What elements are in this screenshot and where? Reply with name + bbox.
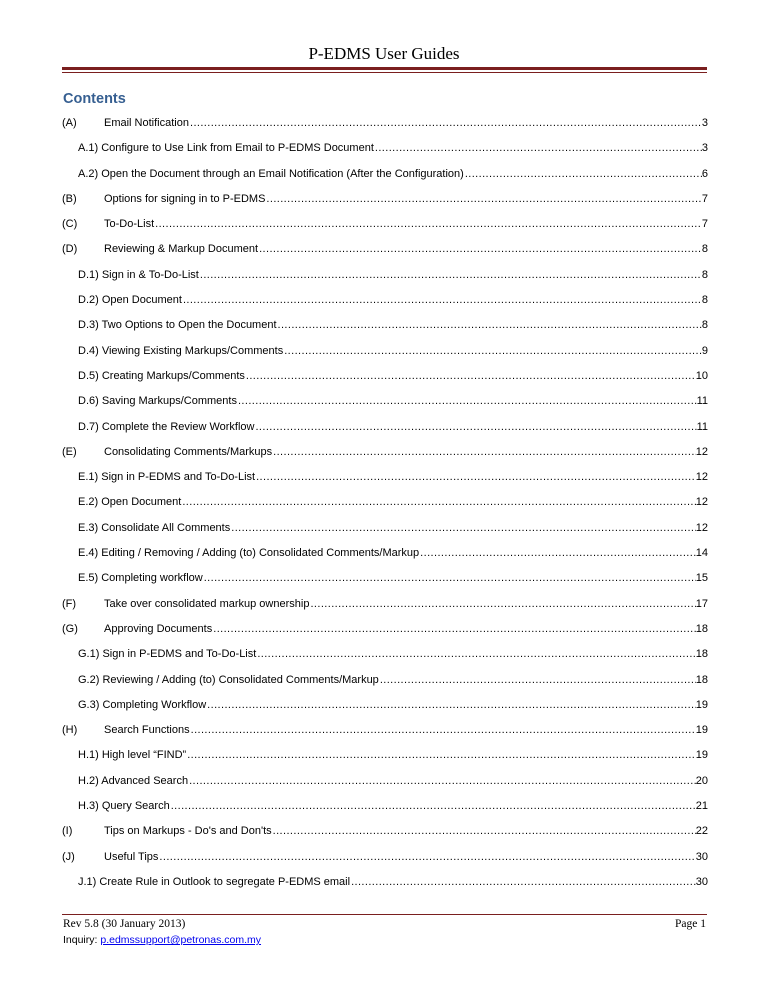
toc-entry[interactable] bbox=[62, 845, 708, 870]
footer-page-number: Page 1 bbox=[675, 918, 706, 930]
toc-entry[interactable] bbox=[62, 743, 708, 768]
toc-entry-page-number: 12 bbox=[695, 445, 708, 458]
toc-entry[interactable] bbox=[62, 490, 708, 515]
footer-inquiry-label: Inquiry: bbox=[63, 934, 101, 946]
toc-dot-leader bbox=[171, 794, 696, 819]
toc-entry-label: D.1) Sign in & To-Do-List bbox=[78, 268, 199, 281]
toc-dot-leader bbox=[380, 668, 696, 693]
toc-entry[interactable] bbox=[62, 617, 708, 642]
toc-entry[interactable] bbox=[62, 465, 708, 490]
toc-entry[interactable] bbox=[62, 136, 708, 161]
toc-entry-page-number: 9 bbox=[701, 344, 708, 357]
toc-entry-page-number: 20 bbox=[695, 774, 708, 787]
page-header-title: P-EDMS User Guides bbox=[308, 44, 460, 63]
toc-dot-leader bbox=[246, 364, 696, 389]
toc-entry-label: E.4) Editing / Removing / Adding (to) Consolidated Comments/Markup bbox=[78, 547, 420, 560]
toc-entry-page-number: 18 bbox=[695, 673, 708, 686]
toc-dot-leader bbox=[183, 288, 702, 313]
toc-entry-label: E.3) Consolidate All Comments bbox=[78, 521, 231, 534]
contents-heading: Contents bbox=[63, 91, 126, 107]
toc-entry-page-number: 7 bbox=[701, 192, 708, 205]
toc-dot-leader bbox=[273, 819, 696, 844]
header-rule-thin bbox=[62, 72, 707, 73]
toc-entry-page-number: 11 bbox=[696, 395, 708, 408]
toc-entry[interactable] bbox=[62, 541, 708, 566]
toc-entry-page-number: 8 bbox=[701, 243, 708, 256]
toc-entry-page-number: 19 bbox=[695, 698, 708, 711]
toc-dot-leader bbox=[273, 440, 696, 465]
toc-entry-label: Tips on Markups - Do's and Don'ts bbox=[104, 825, 272, 838]
toc-entry-marker: (H) bbox=[62, 724, 78, 737]
toc-entry[interactable] bbox=[62, 263, 708, 288]
toc-entry[interactable] bbox=[62, 592, 708, 617]
toc-entry-page-number: 15 bbox=[695, 572, 708, 585]
toc-entry[interactable] bbox=[62, 187, 708, 212]
toc-entry-page-number: 30 bbox=[695, 875, 708, 888]
toc-entry-page-number: 8 bbox=[701, 268, 708, 281]
toc-entry-label: D.3) Two Options to Open the Document bbox=[78, 319, 277, 332]
toc-entry-page-number: 17 bbox=[695, 597, 708, 610]
toc-entry[interactable] bbox=[62, 415, 708, 440]
toc-entry[interactable] bbox=[62, 642, 708, 667]
footer-revision: Rev 5.8 (30 January 2013) bbox=[63, 918, 186, 930]
toc-entry-label: G.2) Reviewing / Adding (to) Consolidated Comments/Markup bbox=[78, 673, 379, 686]
toc-entry-label: G.3) Completing Workflow bbox=[78, 698, 207, 711]
toc-entry-label: E.2) Open Document bbox=[78, 496, 182, 509]
toc-entry-label: D.6) Saving Markups/Comments bbox=[78, 395, 237, 408]
toc-entry[interactable] bbox=[62, 389, 708, 414]
toc-entry-label: E.5) Completing workflow bbox=[78, 572, 203, 585]
toc-entry-label: E.1) Sign in P-EDMS and To-Do-List bbox=[78, 471, 256, 484]
toc-dot-leader bbox=[256, 465, 696, 490]
toc-entry-page-number: 7 bbox=[701, 218, 708, 231]
toc-dot-leader bbox=[159, 845, 695, 870]
toc-entry-label: D.7) Complete the Review Workflow bbox=[78, 420, 255, 433]
toc-entry-page-number: 18 bbox=[695, 622, 708, 635]
toc-dot-leader bbox=[213, 617, 696, 642]
table-of-contents bbox=[62, 111, 708, 895]
toc-entry[interactable] bbox=[62, 440, 708, 465]
toc-entry-page-number: 22 bbox=[695, 825, 708, 838]
toc-dot-leader bbox=[351, 870, 696, 895]
toc-entry-page-number: 10 bbox=[695, 369, 708, 382]
toc-dot-leader bbox=[266, 187, 701, 212]
toc-entry-label: Search Functions bbox=[104, 724, 190, 737]
toc-entry-page-number: 11 bbox=[696, 420, 708, 433]
toc-entry[interactable] bbox=[62, 693, 708, 718]
toc-entry[interactable] bbox=[62, 769, 708, 794]
toc-dot-leader bbox=[200, 263, 702, 288]
toc-entry-marker: (A) bbox=[62, 117, 77, 129]
toc-entry-page-number: 12 bbox=[695, 471, 708, 484]
toc-entry-page-number: 18 bbox=[695, 648, 708, 661]
toc-entry-label: H.1) High level “FIND” bbox=[78, 749, 187, 762]
toc-dot-leader bbox=[255, 415, 696, 440]
toc-dot-leader bbox=[191, 718, 696, 743]
toc-entry-page-number: 19 bbox=[695, 724, 708, 737]
toc-dot-leader bbox=[187, 743, 696, 768]
toc-dot-leader bbox=[182, 490, 695, 515]
toc-entry-label: Approving Documents bbox=[104, 622, 213, 635]
toc-entry-page-number: 8 bbox=[701, 319, 708, 332]
toc-dot-leader bbox=[375, 136, 702, 161]
toc-entry-marker: (D) bbox=[62, 243, 78, 256]
toc-dot-leader bbox=[190, 111, 702, 136]
toc-entry-page-number: 21 bbox=[695, 800, 708, 813]
toc-entry[interactable] bbox=[62, 162, 708, 187]
toc-entry-marker: (J) bbox=[62, 850, 75, 863]
toc-entry[interactable] bbox=[62, 339, 708, 364]
toc-entry-page-number: 19 bbox=[695, 749, 708, 762]
toc-entry[interactable] bbox=[62, 870, 708, 895]
toc-dot-leader bbox=[189, 769, 696, 794]
toc-entry-page-number: 12 bbox=[695, 521, 708, 534]
toc-entry-marker: (F) bbox=[62, 597, 77, 610]
toc-entry-page-number: 3 bbox=[701, 117, 708, 129]
toc-entry-label: D.5) Creating Markups/Comments bbox=[78, 369, 245, 382]
toc-entry-label: H.3) Query Search bbox=[78, 800, 170, 813]
toc-dot-leader bbox=[155, 212, 702, 237]
toc-entry[interactable] bbox=[62, 313, 708, 338]
footer-inquiry bbox=[63, 934, 261, 946]
toc-entry-marker: (B) bbox=[62, 192, 77, 205]
toc-entry[interactable] bbox=[62, 819, 708, 844]
toc-entry[interactable] bbox=[62, 288, 708, 313]
toc-dot-leader bbox=[465, 162, 702, 187]
toc-entry-label: Email Notification bbox=[104, 117, 189, 129]
footer-rule bbox=[62, 914, 707, 915]
toc-entry[interactable] bbox=[62, 718, 708, 743]
toc-entry-marker: (E) bbox=[62, 445, 77, 458]
toc-entry[interactable] bbox=[62, 212, 708, 237]
toc-entry-label: D.4) Viewing Existing Markups/Comments bbox=[78, 344, 284, 357]
toc-entry-page-number: 14 bbox=[695, 547, 708, 560]
toc-entry-label: H.2) Advanced Search bbox=[78, 774, 189, 787]
toc-dot-leader bbox=[257, 642, 695, 667]
toc-dot-leader bbox=[204, 566, 696, 591]
toc-entry-label: To-Do-List bbox=[104, 218, 155, 231]
toc-entry-label: A.1) Configure to Use Link from Email to P-EDMS Document bbox=[78, 142, 374, 155]
toc-entry-label: D.2) Open Document bbox=[78, 294, 182, 307]
toc-entry-page-number: 8 bbox=[701, 294, 708, 307]
toc-entry-page-number: 3 bbox=[701, 142, 708, 155]
toc-entry[interactable] bbox=[62, 516, 708, 541]
toc-dot-leader bbox=[284, 339, 702, 364]
toc-dot-leader bbox=[420, 541, 696, 566]
toc-dot-leader bbox=[231, 516, 696, 541]
toc-entry-label: J.1) Create Rule in Outlook to segregate P-EDMS email bbox=[78, 875, 351, 888]
toc-entry[interactable] bbox=[62, 794, 708, 819]
header-rule-thick bbox=[62, 67, 707, 70]
toc-dot-leader bbox=[238, 389, 697, 414]
toc-entry-page-number: 30 bbox=[695, 850, 708, 863]
toc-dot-leader bbox=[207, 693, 696, 718]
toc-entry[interactable] bbox=[62, 566, 708, 591]
toc-entry-label: A.2) Open the Document through an Email Notification (After the Configuration) bbox=[78, 167, 464, 180]
toc-entry-label: Take over consolidated markup ownership bbox=[104, 597, 310, 610]
toc-entry-label: Options for signing in to P-EDMS bbox=[104, 192, 266, 205]
toc-entry-label: Reviewing & Markup Document bbox=[104, 243, 259, 256]
toc-entry-page-number: 12 bbox=[695, 496, 708, 509]
toc-entry-label: Useful Tips bbox=[104, 850, 159, 863]
support-email-link[interactable]: p.edmssupport@petronas.com.my bbox=[100, 934, 262, 946]
toc-entry-marker: (I) bbox=[62, 825, 73, 838]
toc-entry-marker: (G) bbox=[62, 622, 78, 635]
toc-entry-marker: (C) bbox=[62, 218, 78, 231]
toc-dot-leader bbox=[259, 237, 702, 262]
toc-entry[interactable] bbox=[62, 364, 708, 389]
toc-entry[interactable] bbox=[62, 237, 708, 262]
toc-entry-page-number: 6 bbox=[701, 167, 708, 180]
toc-entry-label: Consolidating Comments/Markups bbox=[104, 445, 273, 458]
toc-dot-leader bbox=[310, 592, 695, 617]
toc-entry[interactable] bbox=[62, 111, 708, 136]
toc-dot-leader bbox=[278, 313, 702, 338]
toc-entry[interactable] bbox=[62, 668, 708, 693]
toc-entry-label: G.1) Sign in P-EDMS and To-Do-List bbox=[78, 648, 257, 661]
